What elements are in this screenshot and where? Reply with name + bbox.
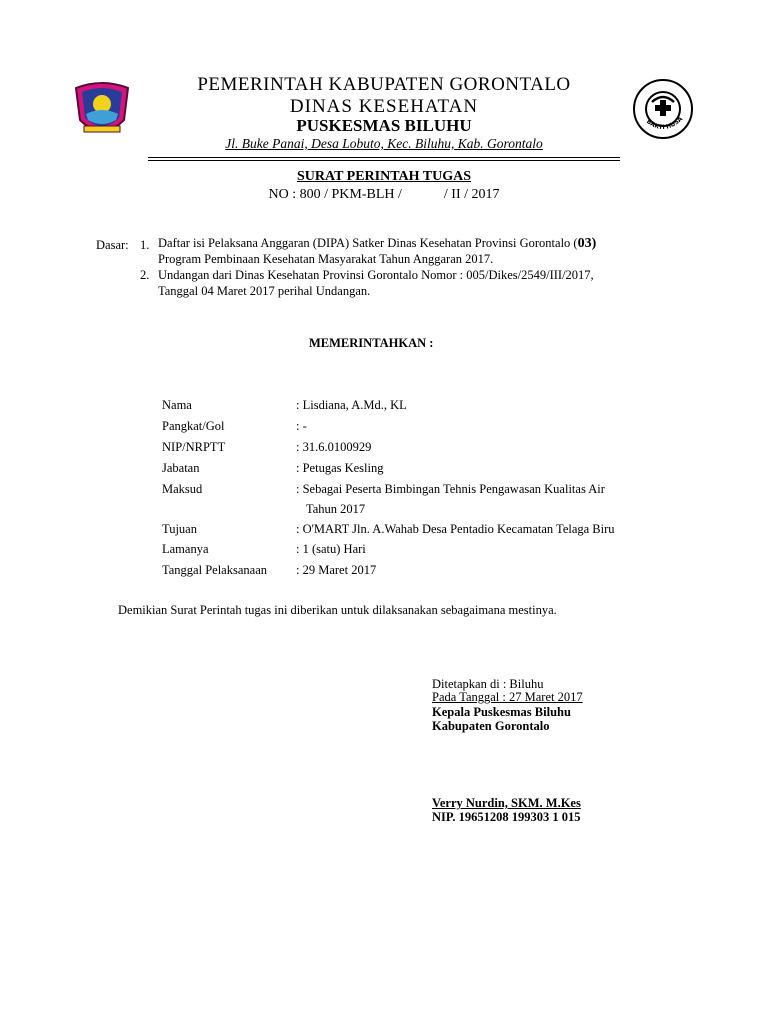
dasar-item-1-line-2: Program Pembinaan Kesehatan Masyarakat Tahun Anggaran 2017.: [158, 252, 494, 266]
signatory-region: Kabupaten Gorontalo: [432, 719, 550, 733]
field-value: : 1 (satu) Hari: [296, 542, 366, 556]
signatory-nip: NIP. 19651208 199303 1 015: [432, 810, 581, 824]
letter-number: NO : 800 / PKM-BLH / / II / 2017: [268, 187, 500, 202]
field-value: : O'MART Jln. A.Wahab Desa Pentadio Kecamatan Telaga Biru: [296, 522, 615, 536]
closing-statement: Demikian Surat Perintah tugas ini diberikan untuk dilaksanakan sebagaimana mestinya.: [118, 603, 557, 617]
dasar-label: Dasar:: [96, 238, 129, 252]
field-value: : Lisdiana, A.Md., KL: [296, 398, 407, 412]
field-value: : Petugas Kesling: [296, 461, 384, 475]
field-label: Lamanya: [162, 542, 209, 556]
field-value: : 29 Maret 2017: [296, 563, 377, 577]
field-value: : Sebagai Peserta Bimbingan Tehnis Pengawasan Kualitas Air: [296, 482, 605, 496]
dasar-item-2-line-2: Tanggal 04 Maret 2017 perihal Undangan.: [158, 284, 371, 298]
header-divider: [148, 157, 620, 158]
field-value-continuation: Tahun 2017: [306, 502, 366, 516]
header-agency: DINAS KESEHATAN: [289, 96, 479, 117]
header-puskesmas: PUSKESMAS BILUHU: [296, 116, 472, 135]
bakti-husada-logo: [632, 78, 694, 140]
field-label: Nama: [162, 398, 192, 412]
dasar-item-2-line-1: Undangan dari Dinas Kesehatan Provinsi Gorontalo Nomor : 005/Dikes/2549/III/2017,: [158, 268, 594, 282]
field-label: NIP/NRPTT: [162, 440, 226, 454]
issued-place: Ditetapkan di : Biluhu: [432, 677, 544, 691]
signatory-position: Kepala Puskesmas Biluhu: [432, 705, 571, 719]
header-government: PEMERINTAH KABUPATEN GORONTALO: [197, 74, 571, 95]
field-label: Pangkat/Gol: [162, 419, 225, 433]
kabupaten-gorontalo-logo: [70, 80, 134, 142]
dasar-item-number: 1.: [140, 238, 150, 252]
dasar-item-number: 2.: [140, 268, 150, 282]
dasar-item-1-line-1: Daftar isi Pelaksana Anggaran (DIPA) Satker Dinas Kesehatan Provinsi Gorontalo (03): [158, 236, 597, 251]
field-label: Jabatan: [162, 461, 200, 475]
signatory-name: Verry Nurdin, SKM. M.Kes: [432, 796, 581, 810]
header-address: Jl. Buke Panai, Desa Lobuto, Kec. Biluhu, Kab. Gorontalo: [225, 136, 543, 151]
field-label: Tujuan: [162, 522, 197, 536]
field-value: : -: [296, 419, 307, 433]
field-label: Tanggal Pelaksanaan: [162, 563, 267, 577]
field-label: Maksud: [162, 482, 203, 496]
field-value: : 31.6.0100929: [296, 440, 372, 454]
issued-date: Pada Tanggal : 27 Maret 2017: [432, 690, 583, 704]
memerintahkan-heading: MEMERINTAHKAN :: [309, 336, 434, 350]
header-divider-thin: [148, 160, 620, 161]
letter-title: SURAT PERINTAH TUGAS: [296, 169, 471, 184]
svg-text:BAKTI HUSADA: BAKTI HUSA: [645, 115, 685, 132]
